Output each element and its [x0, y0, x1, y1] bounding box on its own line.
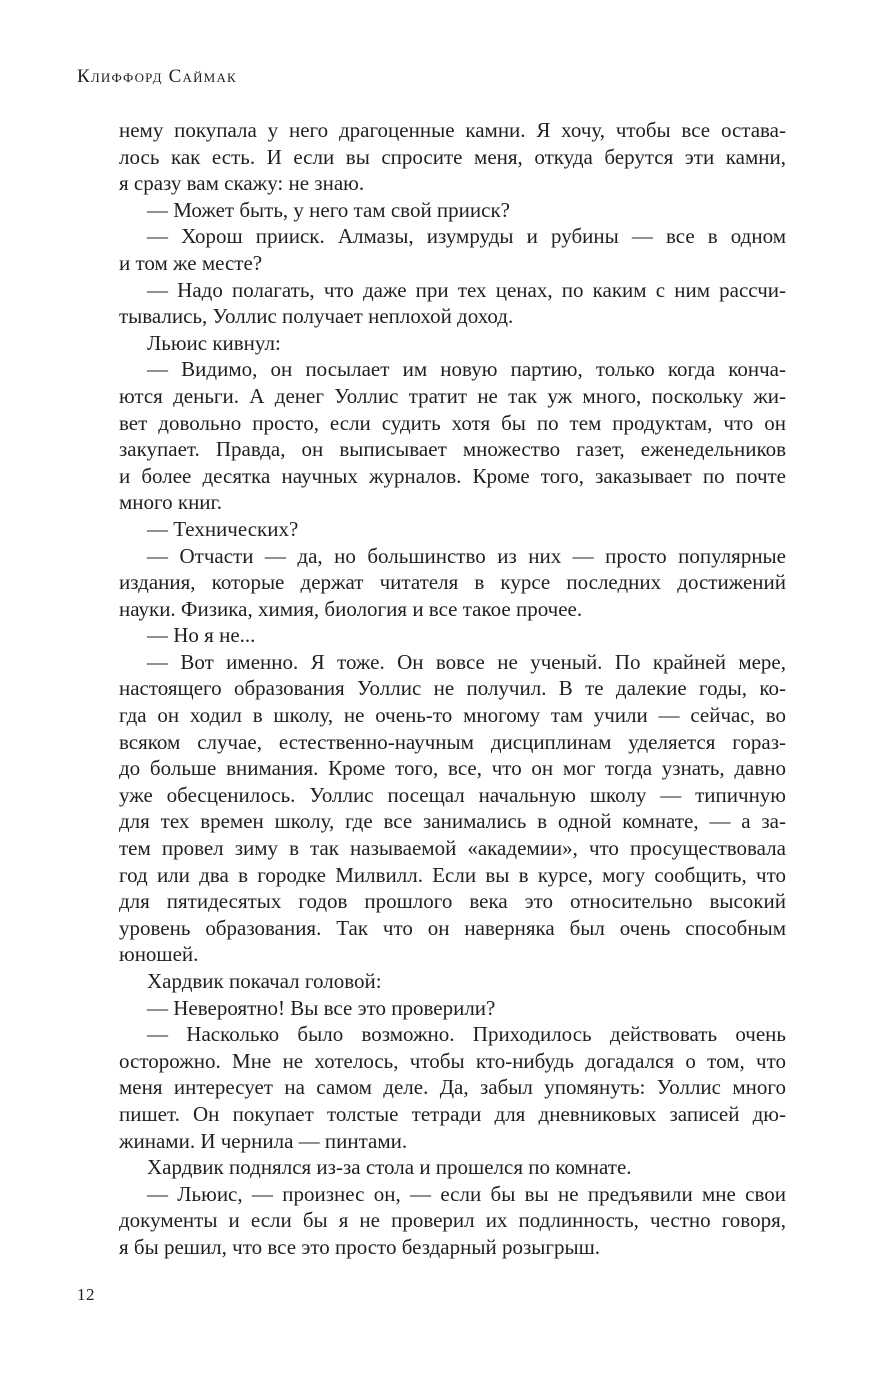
text-line: тывались, Уоллис получает неплохой доход. [119, 304, 514, 329]
text-line: много книг. [119, 490, 223, 515]
text-line: и более десятка научных журналов. Кроме того, заказывает по почте [119, 463, 786, 488]
text-line: всяком случае, естественно-научным дисциплинам уделяется гораз- [119, 729, 786, 754]
text-line: науки. Физика, химия, биология и все такое прочее. [119, 596, 583, 621]
text-line: уже обесценилось. Уоллис посещал начальную школу — типичную [119, 782, 786, 807]
text-line: нему покупала у него драгоценные камни. Я хочу, чтобы все остава- [119, 118, 786, 142]
text-line: — Но я не... [147, 623, 256, 648]
text-line: настоящего образования Уоллис не получил. В те далекие годы, ко- [119, 676, 786, 701]
text-line: документы и если бы я не проверил их подлинность, честно говоря, [119, 1208, 786, 1233]
text-line: — Отчасти — да, но большинство из них — просто популярные [147, 543, 786, 568]
text-line: юношей. [119, 942, 199, 967]
text-line: Хардвик покачал головой: [147, 969, 382, 993]
text-line: — Хорош прииск. Алмазы, изумруды и рубины — все в одном [147, 224, 786, 249]
text-line: пишет. Он покупает толстые тетради для дневниковых записей дю- [119, 1101, 786, 1126]
text-line: я бы решил, что все это просто бездарный розыгрыш. [119, 1234, 601, 1259]
text-line: для пятидесятых годов прошлого века это относительно высокий [119, 889, 786, 914]
text-line: — Технических? [147, 516, 299, 541]
text-line: осторожно. Мне не хотелось, чтобы кто-нибудь догадался о том, что [119, 1048, 786, 1073]
text-line: жинами. И чернила — пинтами. [119, 1128, 408, 1153]
text-line: — Невероятно! Вы все это проверили? [147, 995, 496, 1020]
text-line: я сразу вам скажу: не знаю. [119, 171, 365, 196]
text-line: год или два в городке Милвилл. Если вы в курсе, могу сообщить, что [119, 862, 786, 887]
text-line: — Вот именно. Я тоже. Он вовсе не ученый. По крайней мере, [147, 649, 786, 674]
body-text [119, 117, 786, 1261]
text-line: Льюис кивнул: [147, 330, 281, 355]
text-line: — Насколько было возможно. Приходилось действовать очень [147, 1022, 786, 1047]
text-line: — Надо полагать, что даже при тех ценах, по каким с ним рассчи- [147, 277, 786, 302]
text-line: до больше внимания. Кроме того, все, что он мог тогда узнать, давно [119, 756, 786, 781]
text-line: издания, которые держат читателя в курсе последних достижений [119, 570, 786, 595]
text-line: — Может быть, у него там свой прииск? [147, 197, 510, 222]
text-line: тем провел зиму в так называемой «академии», что просуществовала [119, 836, 786, 861]
text-line: меня интересует на самом деле. Да, забыл упомянуть: Уоллис много [119, 1075, 786, 1100]
running-head-author: Клиффорд Саймак [77, 66, 237, 87]
text-line: для тех времен школу, где все занимались в одной комнате, — а за- [119, 809, 786, 834]
text-line: вет довольно просто, если судить хотя бы по тем продуктам, что он [119, 410, 786, 435]
text-line: ются деньги. А денег Уоллис тратит не так уж много, поскольку жи- [119, 383, 786, 408]
text-line: гда он ходил в школу, не очень-то многому там учили — сейчас, во [119, 703, 786, 728]
text-line: и том же месте? [119, 250, 263, 275]
text-line: — Видимо, он посылает им новую партию, только когда конча- [147, 357, 786, 382]
text-line: закупает. Правда, он выписывает множество газет, еженедельников [119, 437, 786, 462]
text-line: — Льюис, — произнес он, — если бы вы не предъявили мне свои [147, 1181, 786, 1206]
page-number: 12 [77, 1285, 95, 1304]
text-line: лось как есть. И если вы спросите меня, откуда берутся эти камни, [119, 144, 786, 169]
text-line: Хардвик поднялся из-за стола и прошелся по комнате. [147, 1155, 632, 1180]
text-line: уровень образования. Так что он наверняка был очень способным [119, 915, 786, 940]
